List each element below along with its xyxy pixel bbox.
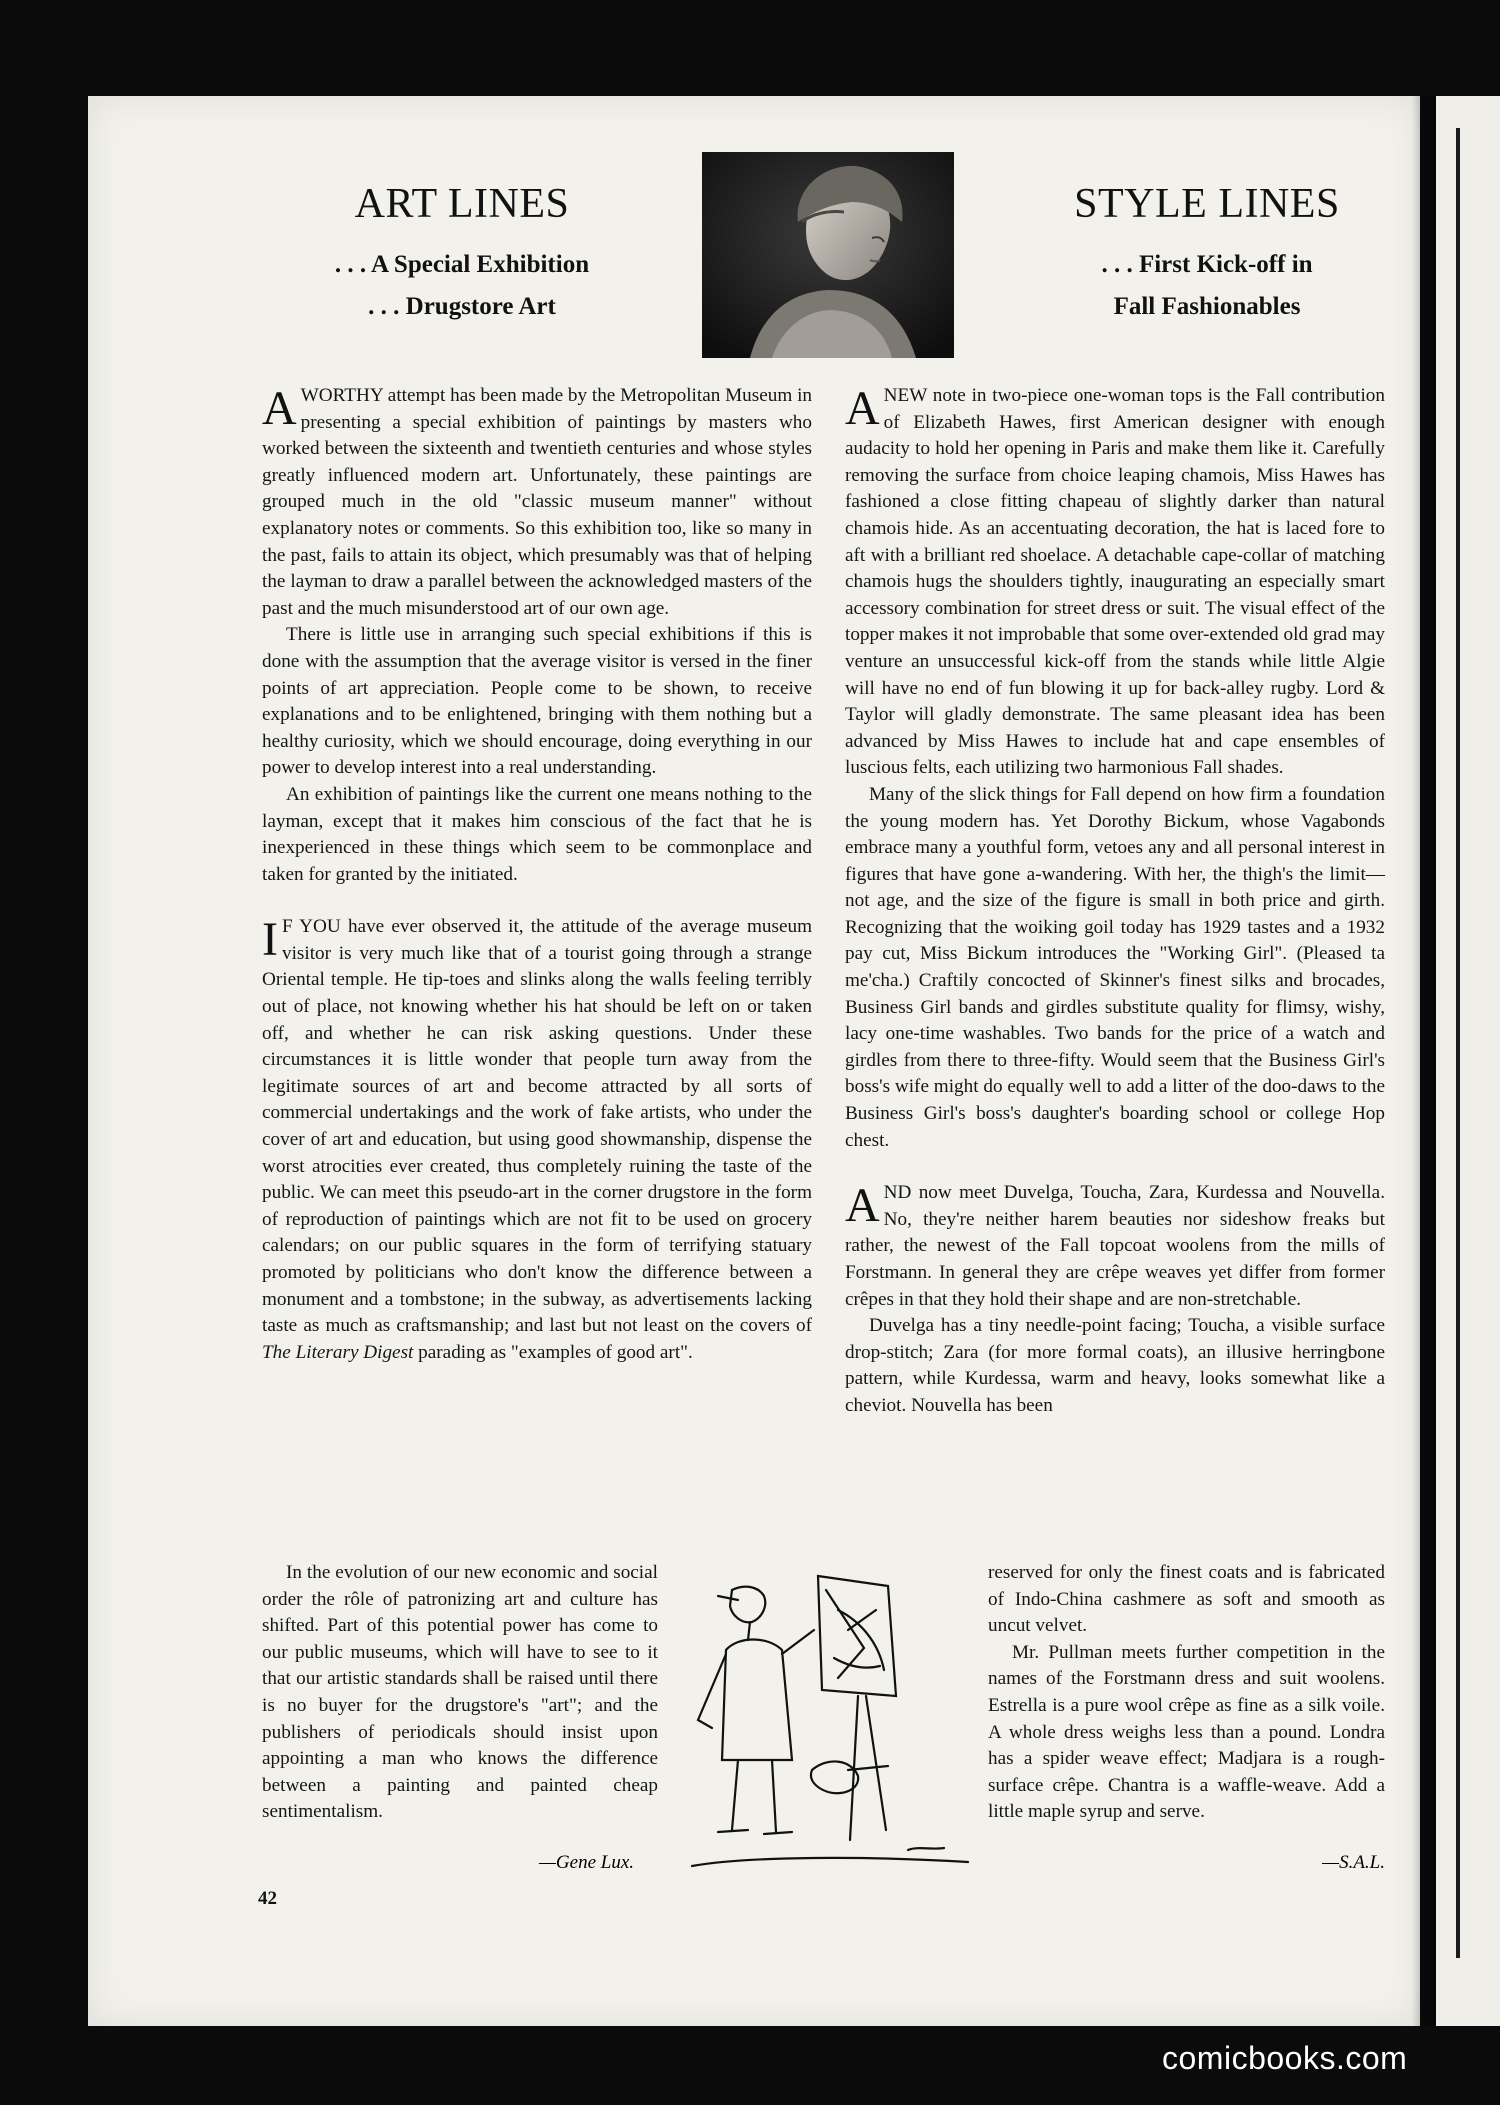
art-lines-title: ART LINES xyxy=(354,181,570,227)
art-lines-column-lower xyxy=(262,1560,658,1826)
style-lines-subtitle-line-1: . . . First Kick-off in xyxy=(1101,251,1313,278)
painter-sketch-illustration xyxy=(688,1570,972,1880)
facing-page-edge xyxy=(1436,96,1500,2026)
style-lines-column xyxy=(845,383,1385,1420)
art-lines-paragraph-1 xyxy=(262,383,812,622)
art-lines-paragraph-4 xyxy=(262,914,812,1366)
art-lines-subtitle-line-2: . . . Drugstore Art xyxy=(368,293,556,320)
style-lines-paragraph-3 xyxy=(845,1180,1385,1313)
art-lines-signature: —Gene Lux. xyxy=(539,1852,634,1873)
page-number: 42 xyxy=(258,1888,277,1909)
painter-sketch xyxy=(688,1570,972,1880)
style-lines-subtitle-line-2: Fall Fashionables xyxy=(1113,293,1301,320)
style-lines-paragraph-4-continued: reserved for only the finest coats and is fabricated of Indo-China cashmere as soft and smooth as uncut velvet. xyxy=(988,1562,1385,1637)
art-lines-paragraph-4-text: F YOU have ever observed it, the attitude of the average museum visitor is very much like that of a tourist going through a strange Oriental temple. He tip-toes and slinks along the walls feeling terribly out of place, not knowing whether his hat should be left on or taken off, and whether he can risk asking questions. Under these circumstances it is little wonder that people turn away from the legitimate sources of art and become attracted by all sorts of commercial undertakings and the work of fake artists, who under the cover of art and education, but using good showmanship, dispense the worst atrocities ever created, thus completely ruining the taste of the public. We can meet this pseudo-art in the corner drugstore in the form of reproduction of paintings which are not fit to be used on grocery calendars; on our public squares in the form of terrifying statuary promoted by politicians who don't know the difference between a monument and a tombstone; in the subway, as advertisements lacking taste as much as craftsmanship; and last but not least on the covers of xyxy=(262,916,812,1337)
literary-digest-title: The Literary Digest xyxy=(262,1341,414,1363)
facing-page-border xyxy=(1456,128,1460,1958)
style-lines-paragraph-2: Many of the slick things for Fall depend on how firm a foundation the young modern has. Yet Dorothy Bickum, whose Vagabonds embrace many a youthful form, vetoes any and all personal interest in figures that have gone a-wandering. With her, the thigh's the limit—not age, and the size of the figure is small in both price and girth. Recognizing that the woiking goil today has 1929 tastes and a 1932 pay cut, Miss Bickum introduces the "Working Girl". (Pleased ta me'cha.) Craftily concocted of Skinner's finest silks and brocades, Business Girl bands and girdles substitute quality for flimsy, wishy, lacy one-time washables. Two bands for the price of a watch and girdles from there to three-fifty. Would seem that the Business Girl's boss's wife might do equally well to add a litter of the doo-daws to the Business Girl's boss's daughter's boarding school or college Hop chest. xyxy=(845,783,1385,1151)
art-lines-paragraph-1-text: WORTHY attempt has been made by the Metropolitan Museum in presenting a special exhibition of paintings by masters who worked between the sixteenth and twentieth centuries and whose styles greatly influenced modern art. Unfortunately, these paintings are grouped much in the old "classic museum manner" without explanatory notes or comments. So this exhibition too, like so many in the past, fails to attain its object, which presumably was that of helping the layman to draw a parallel between the acknowledged masters of the past and the much misunderstood art of our own age. xyxy=(262,385,812,619)
art-lines-paragraph-4-end: parading as "examples of good art". xyxy=(418,1341,693,1363)
art-lines-drop-cap-1: A xyxy=(262,382,297,435)
style-lines-paragraph-3-text: ND now meet Duvelga, Toucha, Zara, Kurdessa and Nouvella. No, they're neither harem beauties nor sideshow freaks but rather, the newest of the Fall topcoat woolens from the mills of Forstmann. In general they are crêpe weaves yet differ from former crêpes in that they hold their shape and are non-stretchable. xyxy=(845,1182,1385,1310)
art-lines-paragraph-5: In the evolution of our new economic and social order the rôle of patronizing art and culture has shifted. Part of this potential power has come to our public museums, which will have to see to it that our artistic standards shall be raised until there is no buyer for the drugstore's "art"; and the publishers of periodicals should insist upon appointing a man who knows the difference between a painting and painted cheap sentimentalism. xyxy=(262,1562,658,1823)
style-lines-paragraph-1 xyxy=(845,383,1385,782)
style-lines-drop-cap-1: A xyxy=(845,382,880,435)
style-lines-signature: —S.A.L. xyxy=(1322,1852,1385,1873)
style-lines-column-lower xyxy=(988,1560,1385,1826)
art-lines-subtitle-line-1: . . . A Special Exhibition xyxy=(334,251,590,278)
art-lines-drop-cap-2: I xyxy=(262,913,278,967)
style-lines-paragraph-1-text: NEW note in two-piece one-woman tops is the Fall contribution of Elizabeth Hawes, first American designer with enough audacity to hold her opening in Paris and make them like it. Carefully removing the surface from choice leaping chamois, Miss Hawes has fashioned a close fitting chapeau of slightly darker than natural chamois hide. As an accentuating decoration, the hat is laced fore to aft with a brilliant red shoelace. A detachable cape-collar of matching chamois hugs the shoulders tightly, inaugurating an especially smart accessory combination for street dress or suit. The visual effect of the topper makes it not improbable that some over-extended old grad may venture an unsuccessful kick-off from the stands while little Algie will have no end of fun blowing it up for back-alley rugby. Lord & Taylor will gladly demonstrate. The same pleasant idea has been advanced by Miss Hawes to include hat and cape ensembles of luscious felts, each utilizing two harmonious Fall shades. xyxy=(845,385,1385,779)
art-lines-column xyxy=(262,383,812,1366)
portrait-image xyxy=(702,152,954,358)
art-lines-paragraph-3: An exhibition of paintings like the current one means nothing to the layman, except that it makes him conscious of the fact that he is inexperienced in these things which seem to be commonplace and taken for granted by the initiated. xyxy=(262,783,812,885)
portrait-photo xyxy=(702,152,954,358)
site-watermark: comicbooks.com xyxy=(1162,2040,1408,2076)
style-lines-drop-cap-2: A xyxy=(845,1179,880,1233)
style-lines-paragraph-5: Mr. Pullman meets further competition in the names of the Forstmann dress and suit woolens. Estrella is a pure wool crêpe as fine as a silk voile. A whole dress weighs less than a pound. Londra has a spider weave effect; Madjara is a rough-surface crêpe. Chantra is a waffle-weave. Add a little maple syrup and serve. xyxy=(988,1641,1385,1823)
style-lines-paragraph-4: Duvelga has a tiny needle-point facing; Toucha, a visible surface drop-stitch; Zara (for more formal coats), an illusive herringbone pattern, while Kurdessa, warm and heavy, looks somewhat like a cheviot. Nouvella has been xyxy=(845,1315,1385,1416)
art-lines-paragraph-2: There is little use in arranging such special exhibitions if this is done with the assumption that the average visitor is versed in the finer points of art appreciation. People come to be shown, to receive explanations and to be enlightened, bringing with them nothing but a healthy curiosity, which we should encourage, doing everything in our power to develop interest into a real understanding. xyxy=(262,624,812,779)
style-lines-subtitle xyxy=(1020,244,1394,328)
style-lines-title: STYLE LINES xyxy=(1074,181,1340,227)
art-lines-subtitle xyxy=(262,244,662,328)
